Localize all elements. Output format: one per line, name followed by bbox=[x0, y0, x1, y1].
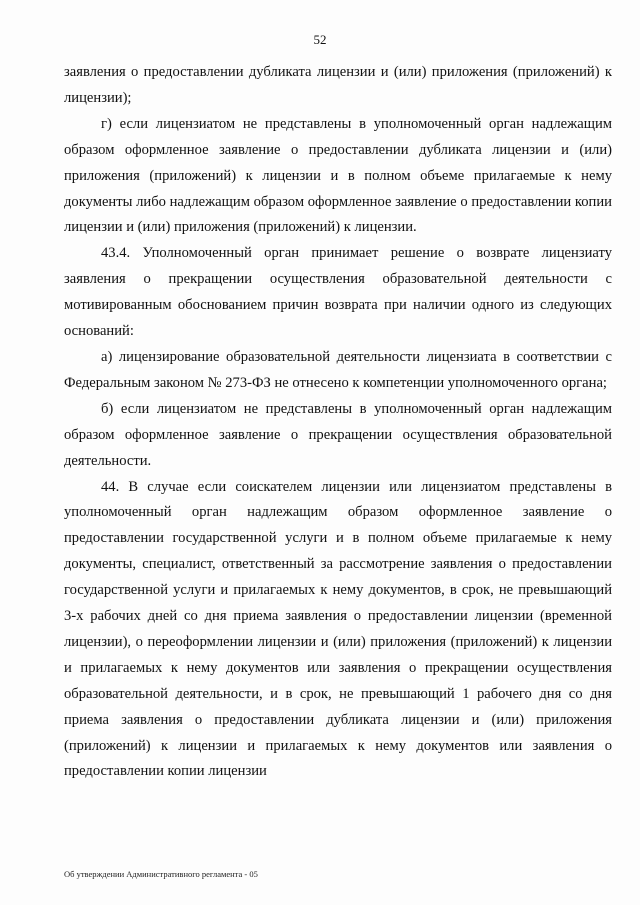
document-footer: Об утверждении Административного регламента - 05 bbox=[64, 869, 258, 879]
paragraph-continuation: заявления о предоставлении дубликата лицензии и (или) приложения (приложений) к лицензии); bbox=[64, 64, 612, 106]
document-body bbox=[64, 60, 612, 785]
paragraph-item-g: г) если лицензиатом не представлены в уполномоченный орган надлежащим образом оформленное заявление о предоставлении дубликата лицензии и (или) приложения (приложений) к лицензии и в полном объеме прилагаемые к нему документы либо надлежащим образом оформленное заявление о предоставлении копии лицензии и (или) приложения (приложений) к лицензии. bbox=[64, 115, 612, 236]
page-number: 52 bbox=[313, 32, 327, 47]
paragraph-item-b: б) если лицензиатом не представлены в уполномоченный орган надлежащим образом оформленное заявление о прекращении осуществления образовательной деятельности. bbox=[64, 400, 612, 469]
paragraph-44: 44. В случае если соискателем лицензии или лицензиатом представлены в уполномоченный орган надлежащим образом оформленное заявление о предоставлении государственной услуги и в полном объеме прилагаемые к нему документы, специалист, ответственный за рассмотрение заявления о предоставлении государственной услуги и прилагаемых к нему документов, в срок, не превышающий 3-х рабочих дней со дня приема заявления о предоставлении лицензии (временной лицензии), о переоформлении лицензии и (или) приложения (приложений) к лицензии и прилагаемых к нему документов или заявления о прекращении осуществления образовательной деятельности, и в срок, не превышающий 1 рабочего дня со дня приема заявления о предоставлении дубликата лицензии и (или) приложения (приложений) к лицензии и прилагаемых к нему документов или заявления о предоставлении копии лицензии bbox=[64, 478, 612, 780]
paragraph-item-a: а) лицензирование образовательной деятельности лицензиата в соответствии с Федеральным законом № 273-ФЗ не отнесено к компетенции уполномоченного органа; bbox=[64, 348, 612, 391]
paragraph-43-4: 43.4. Уполномоченный орган принимает решение о возврате лицензиату заявления о прекращении осуществления образовательной деятельности с мотивированным обоснованием причин возврата при наличии одного из следующих оснований: bbox=[64, 245, 612, 340]
